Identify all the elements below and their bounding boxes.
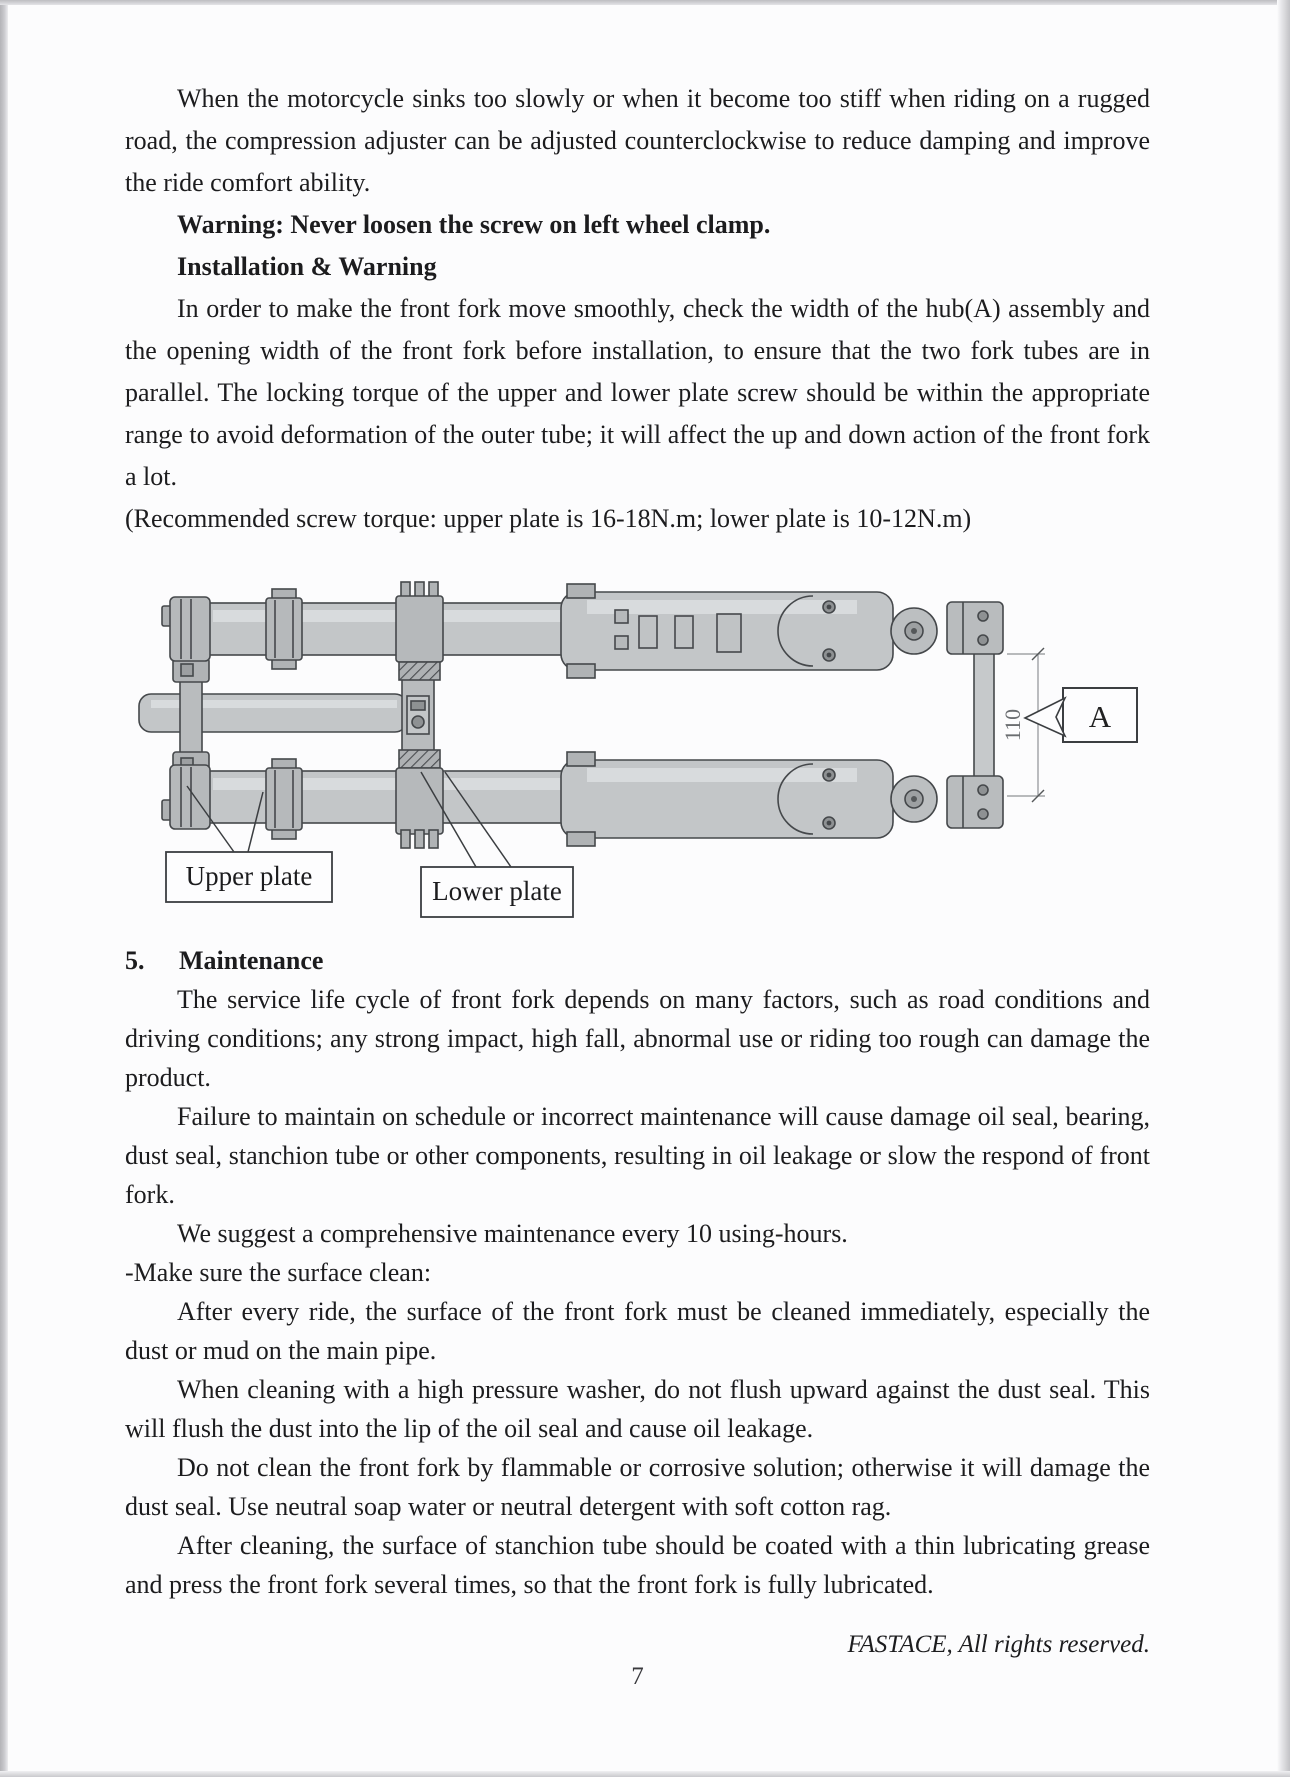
fork-leg-top [162, 582, 1003, 680]
paragraph-failure-to-maintain: Failure to maintain on schedule or incorrect maintenance will cause damage oil seal, bearing, dust seal, stanchion tube or other components, resulting in oil leakage or slow the respond of front fork. [125, 1102, 1150, 1209]
paragraph-no-solvents: Do not clean the front fork by flammable or corrosive solution; otherwise it will damage the dust seal. Use neutral soap water or neutral detergent with soft cotton rag. [125, 1453, 1150, 1521]
callout-a-text: A [1088, 699, 1112, 734]
maintenance-section [125, 941, 1150, 1604]
paragraph-compression-adjuster: When the motorcycle sinks too slowly or when it become too stiff when riding on a rugged road, the compression adjuster can be adjusted counterclockwise to reduce damping and improve the ride comfort ability. [125, 84, 1150, 197]
paragraph-torque-recommendation: (Recommended screw torque: upper plate is 16-18N.m; lower plate is 10-12N.m) [125, 504, 972, 533]
paragraph-suggest-interval: We suggest a comprehensive maintenance every 10 using-hours. [177, 1219, 848, 1248]
paragraph-service-life: The service life cycle of front fork depends on many factors, such as road conditions and driving conditions; any strong impact, high fall, abnormal use or riding too rough can damage the product. [125, 985, 1150, 1092]
upper-plate-label [166, 852, 332, 902]
dimension-110 [1000, 648, 1045, 802]
page-edge-bottom [0, 1771, 1290, 1777]
paragraph-lubricating-grease: After cleaning, the surface of stanchion tube should be coated with a thin lubricating grease and press the front fork several times, so that the front fork is fully lubricated. [125, 1531, 1150, 1599]
lower-plate-label [421, 867, 573, 917]
front-fork-diagram [117, 546, 1182, 941]
page-edge-left [0, 0, 8, 1777]
paragraph-after-every-ride: After every ride, the surface of the front fork must be cleaned immediately, especially the dust or mud on the main pipe. [125, 1297, 1150, 1365]
page-number: 7 [631, 1663, 644, 1690]
section-number: 5. [125, 946, 145, 975]
heading-installation-warning: Installation & Warning [177, 252, 437, 281]
steering-stem-tube [139, 694, 407, 732]
footer-copyright: FASTACE, All rights reserved. [847, 1631, 1150, 1658]
fork-assembly [139, 582, 1137, 917]
upper-plate-label-text: Upper plate [185, 861, 313, 891]
paragraph-pressure-washer: When cleaning with a high pressure washer, do not flush upward against the dust seal. This will flush the dust into the lip of the oil seal and cause oil leakage. [125, 1375, 1150, 1443]
page-edge-top [0, 0, 1290, 5]
section-title: Maintenance [179, 946, 324, 975]
paragraph-installation: In order to make the front fork move smoothly, check the width of the hub(A) assembly and the opening width of the front fork before installation, to ensure that the two fork tubes are in parallel. The locking torque of the upper and lower plate screw should be within the appropriate range to avoid deformation of the outer tube; it will affect the up and down action of the front fork a lot. [125, 294, 1150, 491]
page-content [125, 78, 1150, 1604]
heading-maintenance [125, 941, 1150, 980]
page-edge-right [1277, 0, 1290, 1777]
lower-plate-label-text: Lower plate [432, 876, 562, 906]
paragraph-surface-clean: -Make sure the surface clean: [125, 1258, 432, 1287]
callout-a [1025, 688, 1137, 742]
dimension-110-text: 110 [1000, 708, 1025, 742]
warning-line: Warning: Never loosen the screw on left wheel clamp. [177, 210, 771, 239]
fork-leg-bottom [162, 750, 1003, 848]
